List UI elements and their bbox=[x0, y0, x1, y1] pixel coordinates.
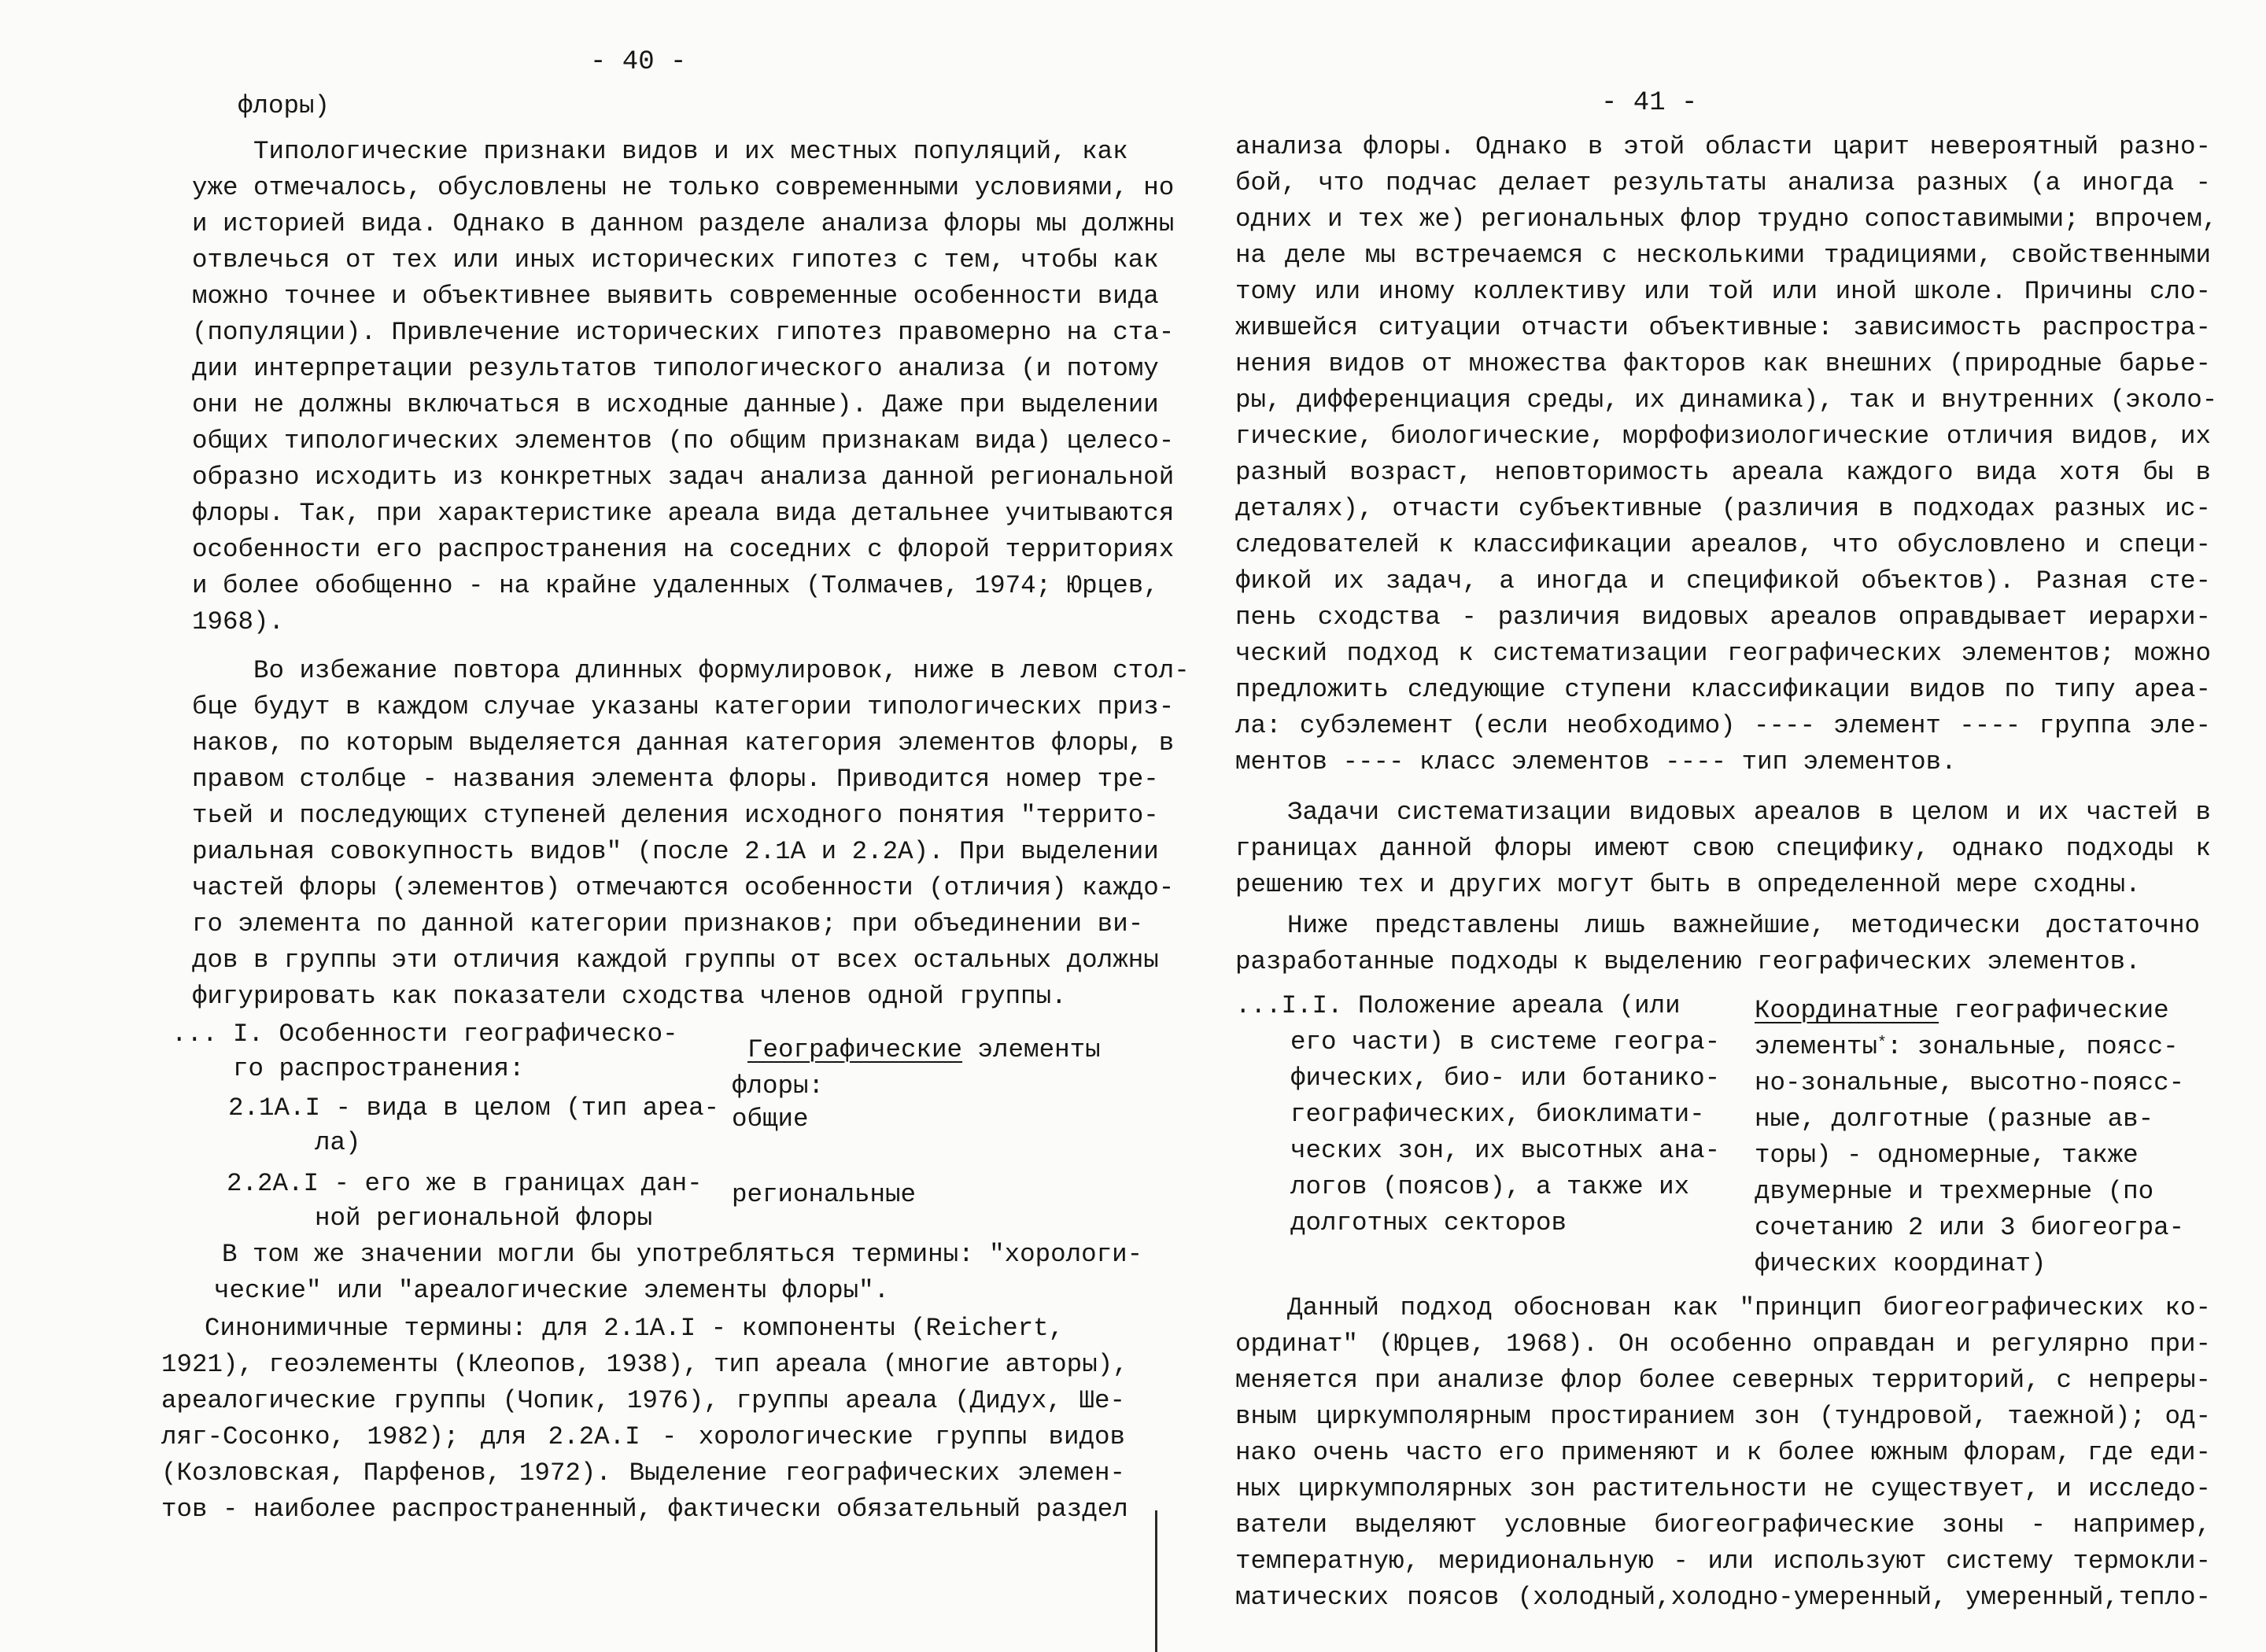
page-number-right: - 41 - bbox=[1601, 88, 1698, 118]
page-number-left: - 40 - bbox=[590, 47, 687, 77]
header-word: флоры) bbox=[238, 91, 330, 120]
underlined-term-right: Координатные bbox=[1755, 996, 1939, 1025]
left-page: - 40 - флоры) Типологические признаки видов и их местных популяций, как уже отмечалось, обусловлены не только современными условиями, но и историей вида. Однако в данном разделе анализа флоры мы должны отвлечься от тех или иных исторических гипотез с тем, чтобы как можно точнее и объективнее выявить современные особенности вида (популяции). Привлечение исторических гипотез правомерно на ста- дии интерпретации результатов типологического анализа (и потому они не должны включаться в исходные данные). Даже при выделении общих типологических элементов (по общим признакам вида) целесо- образно исходить из конкретных задач анализа данной региональной флоры. Так, при характеристике ареала вида детальнее учитываются особенности его распространения на соседних с флорой территориях и более обобщенно - на крайне удаленных (Толмачев, 1974; Юрцев, 1968). Во избежание повтора длинных формулировок, ниже в левом стол- бце будут в каждом случае указаны категории типологических приз- наков, по которым выделяется данная категория элементов флоры, в правом столбце - названия элемента флоры. Приводится номер тре- тьей и последующих ступеней деления исходного понятия "террито- риальная совокупность видов" (после 2.1А и 2.2А). При выделении частей флоры (элементов) отмечаются особенности (отличия) каждо- го элемента по данной категории признаков; при объединении ви- дов в группы эти отличия каждой группы от всех остальных должны фигурировать как показатели сходства членов одной группы. ... I. Особенности географическо- го распространения: Географические элементы флоры: 2.1А.I - вида в целом (тип ареа- ла) общие 2.2А.I - его же в границах дан- ной региональной флоры региональные В том же значении могли бы употребляться термины: "хорологи- ческие" или "ареалогические элементы флоры". Синонимичные термины: для 2.1А.I - компоненты (Reichert, 1921), геоэлементы (Клеопов, 1938), тип ареала (многие авторы), ареалогические группы (Чопик, 1976), группы ареала (Дидух, Ше- ляг-Сосонко, 1982); для 2.2А.I - хорологические группы видов (Козловская, Парфенов, 1972). Выделение географических элемен- тов - наиболее распространенный, фактически обязательный раздел bbox=[161, 47, 1190, 1524]
underlined-term-left: Географические bbox=[747, 1035, 963, 1064]
right-page: - 41 - анализа флоры. Однако в этой области царит невероятный разно- бой, что подчас делает результаты анализа разных (а иногда - одних и тех же) региональных флор трудно сопоставимыми; впрочем, на деле мы встречаемся с несколькими традициями, свойственными тому или иному коллективу или той или иной школе. Причины сло- жившейся ситуации отчасти объективные: зависимость распростра- нения видов от множества факторов как внешних (природные барье- ры, дифференциация среды, их динамика), так и внутренних (эколо- гические, биологические, морфофизиологические отличия видов, их разный возраст, неповторимость ареала каждого вида хотя бы в деталях), отчасти субъективные (различия в подходах разных ис- следователей к классификации ареалов, что обусловлено и специ- фикой их задач, а иногда и спецификой объектов). Разная сте- пень сходства - различия видовых ареалов оправдывает иерархи- ческий подход к систематизации географических элементов; можно предложить следующие ступени классификации видов по типу ареа- ла: субэлемент (если необходимо) ---- элемент ---- группа эле- ментов ---- класс элементов ---- тип элементов. Задачи систематизации видовых ареалов в целом и их частей в границах данной флоры имеют свою специфику, однако подходы к решению тех и других могут быть в определенной мере сходны. Ниже представлены лишь важнейшие, методически достаточно разработанные подходы к выделению географических элементов. ...I.I. Положение ареала (или его части) в системе геогра- фических, био- или ботанико- географических, биоклимати- ческих зон, их высотных ана- логов (поясов), а также их долготных секторов Координатные географические элементы*: зональные, поясс- но-зональные, высотно-поясс- ные, долготные (разные ав- торы) - одномерные, также двумерные и трехмерные (по сочетанию 2 или 3 биогеогра- фических координат) Данный подход обоснован как "принцип биогеографических ко- ординат" (Юрцев, 1968). Он особенно оправдан и регулярно при- меняется при анализе флор более северных территорий, с непреры- вным циркумполярным простиранием зон (тундровой, таежной); од- нако очень часто его применяют и к более южным флорам, где еди- ных циркумполярных зон растительности не существует, и исследо- ватели выделяют условные биогеографические зоны - например, температную, меридиональную - или используют систему термокли- матических поясов (холодный,холодно-умеренный, умеренный,тепло- bbox=[1235, 88, 2218, 1612]
footnote-star: * bbox=[1877, 1034, 1888, 1053]
